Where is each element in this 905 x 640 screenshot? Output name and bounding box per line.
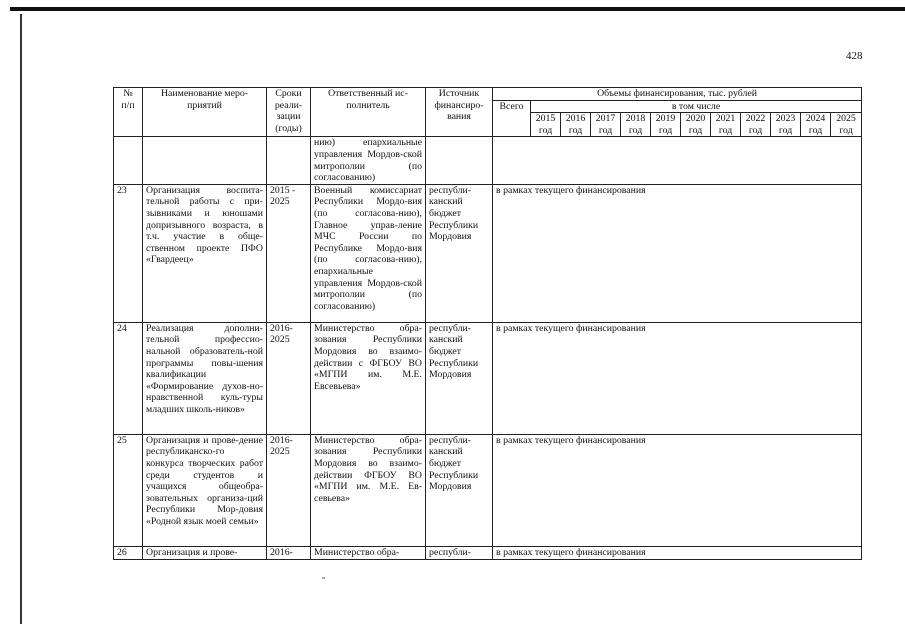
header-including: в том числе — [531, 100, 862, 113]
header-year: 2015 год — [531, 113, 561, 137]
header-year: 2016 год — [561, 113, 591, 137]
header-year: 2024 год — [801, 113, 831, 137]
header-volumes: Объемы финансирования, тыс. рублей — [493, 88, 862, 101]
page-number: 428 — [846, 50, 863, 62]
header-source: Источник финансиро- вания — [426, 88, 493, 137]
row-num: 24 — [114, 322, 143, 434]
header-num: № п/п — [114, 88, 143, 137]
header-name: Наименование меро- приятий — [143, 88, 267, 137]
row-source — [426, 137, 493, 184]
row-num: 23 — [114, 184, 143, 322]
header-year: 2025 год — [831, 113, 862, 137]
table-row — [114, 546, 862, 559]
row-num — [114, 137, 143, 184]
row-name: Реализация дополни-тельной профессио-нальной образователь-ной программы повы-шения квалификации «Формирование духов-но-нравственной куль-туры младших школь-ников» — [143, 322, 267, 434]
header-year: 2019 год — [651, 113, 681, 137]
row-terms: 2016-2025 — [267, 434, 311, 546]
row-terms: 2016-2025 — [267, 322, 311, 434]
row-terms: 2016- — [267, 546, 311, 559]
header-year: 2022 год — [741, 113, 771, 137]
row-name — [143, 137, 267, 184]
table-row — [114, 184, 862, 322]
row-funding — [493, 137, 862, 184]
scan-top-border — [10, 7, 905, 11]
header-year: 2020 год — [681, 113, 711, 137]
table-row — [114, 137, 862, 184]
scan-left-border — [20, 14, 22, 624]
header-total: Всего — [493, 100, 531, 137]
header-row-1 — [114, 88, 862, 101]
row-funding: в рамках текущего финансирования — [493, 434, 862, 546]
row-executor: Военный комиссариат Республики Мордо-вия (по согласова-нию), Главное управ-ление МЧС России по Республике Мордо-вия (по согласова-нию), епархиальные управления Мордов-ской митрополии (по согласованию) — [311, 184, 426, 322]
row-executor: Министерство обра- — [311, 546, 426, 559]
row-num: 26 — [114, 546, 143, 559]
header-year: 2021 год — [711, 113, 741, 137]
header-executor: Ответственный ис- полнитель — [311, 88, 426, 137]
header-year: 2018 год — [621, 113, 651, 137]
row-name: Организация и прове- — [143, 546, 267, 559]
row-source: республи- — [426, 546, 493, 559]
row-source: республи-канский бюджет Республики Мордовия — [426, 184, 493, 322]
financing-table — [113, 87, 862, 560]
row-executor: Министерство обра-зования Республики Мордовия во взаимо-действии с ФГБОУ ВО «МГПИ им. М.Е. Евсевьева» — [311, 322, 426, 434]
row-funding: в рамках текущего финансирования — [493, 184, 862, 322]
row-name: Организация и прове-дение республиканско-го конкурса творческих работ среди студентов и учащихся общеобра-зовательных организа-ций Республики Мор-довия «Родной язык моей семьи» — [143, 434, 267, 546]
row-terms: 2015 - 2025 — [267, 184, 311, 322]
row-terms — [267, 137, 311, 184]
table-row — [114, 322, 862, 434]
table-row — [114, 434, 862, 546]
header-year: 2017 год — [591, 113, 621, 137]
row-source: республи-канский бюджет Республики Мордовия — [426, 434, 493, 546]
row-funding: в рамках текущего финансирования — [493, 546, 862, 559]
row-executor: нию) епархиальные управления Мордов-ской митрополии (по согласованию) — [311, 137, 426, 184]
header-terms: Сроки реали- зации (годы) — [267, 88, 311, 137]
row-funding: в рамках текущего финансирования — [493, 322, 862, 434]
row-source: республи-канский бюджет Республики Мордовия — [426, 322, 493, 434]
row-executor: Министерство обра-зования Республики Мордовия во взаимо-действии ФГБОУ ВО «МГПИ им. М.Е. Ев-севьева» — [311, 434, 426, 546]
row-name: Организация воспита-тельной работы с при-зывниками и юношами допризывного возраста, в т.ч. участие в обще-ственном проекте ПФО «Гвардеец» — [143, 184, 267, 322]
row-num: 25 — [114, 434, 143, 546]
scan-speck — [322, 577, 325, 579]
header-year: 2023 год — [771, 113, 801, 137]
